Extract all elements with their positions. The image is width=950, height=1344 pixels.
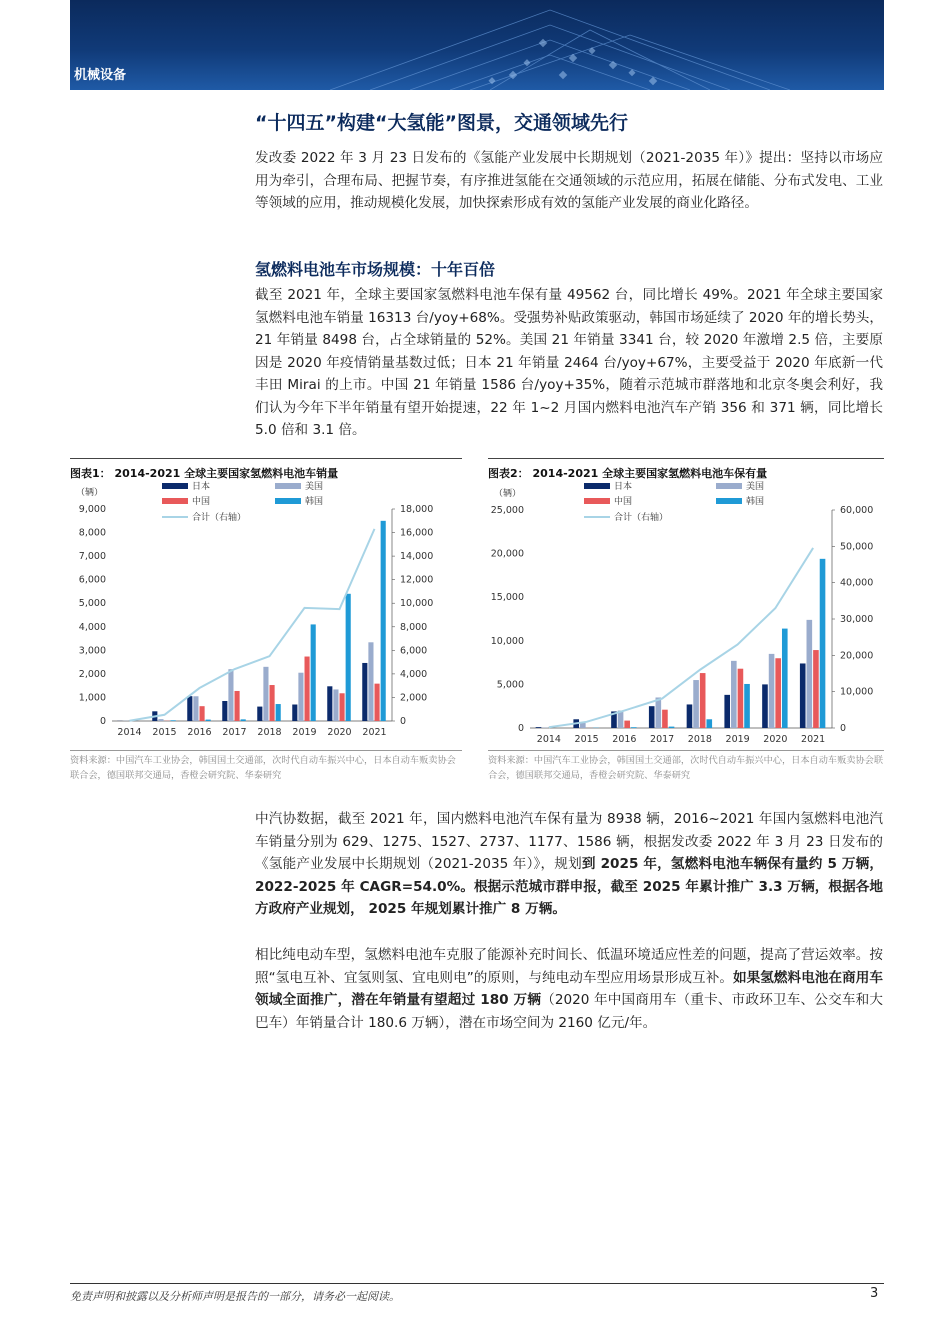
bar-韩国-2015 bbox=[171, 720, 176, 721]
bar-日本-2018 bbox=[257, 707, 262, 721]
bar-美国-2019 bbox=[298, 673, 303, 721]
legend-swatch-日本 bbox=[584, 483, 610, 489]
fig2-source: 资料来源：中国汽车工业协会，韩国国土交通部，次时代自动车振兴中心，日本自动车贩卖协会联合会，德国联邦交通局，香橙会研究院、华泰研究 bbox=[488, 755, 884, 781]
x-tick-label: 2020 bbox=[763, 734, 788, 745]
y2-tick-label: 2,000 bbox=[400, 692, 428, 704]
x-tick-label: 2019 bbox=[725, 734, 750, 745]
heading-main: “十四五”构建“大氢能”图景，交通领域先行 bbox=[255, 112, 628, 134]
bar-中国-2021 bbox=[375, 684, 380, 721]
fig2-chart bbox=[488, 480, 884, 748]
bar-日本-2020 bbox=[762, 684, 768, 728]
bar-中国-2016 bbox=[624, 721, 630, 728]
bar-韩国-2020 bbox=[346, 594, 351, 721]
fig2-top-rule bbox=[488, 458, 884, 459]
header-decoration bbox=[70, 0, 884, 90]
y2-tick-label: 30,000 bbox=[840, 614, 874, 625]
paragraph-china-data-highlight: 到 2025 年，氢燃料电池车辆保有量约 5 万辆，2022-2025 年 CAGR=54.0%。根据示范城市群申报，截至 2025 年累计推广 3.3 万辆，根据各地方政府产业规划， 2025 年规划累计推广 8 万辆。 bbox=[255, 856, 883, 917]
y2-tick-label: 12,000 bbox=[400, 574, 434, 586]
y-axis-unit: （辆） bbox=[76, 488, 104, 498]
y-tick-label: 0 bbox=[517, 723, 524, 734]
y-tick-label: 6,000 bbox=[78, 574, 106, 586]
bar-日本-2017 bbox=[222, 701, 227, 721]
footer-disclaimer: 免责声明和披露以及分析师声明是报告的一部分，请务必一起阅读。 bbox=[70, 1290, 400, 1303]
bar-美国-2017 bbox=[656, 697, 662, 728]
bar-日本-2018 bbox=[687, 704, 693, 728]
bar-美国-2020 bbox=[333, 689, 338, 721]
bar-韩国-2019 bbox=[311, 624, 316, 721]
bar-中国-2017 bbox=[235, 691, 240, 721]
bar-中国-2018 bbox=[700, 673, 706, 728]
paragraph-commercial-text2: （2020 年中国商用车（重卡、市政环卫车、公交车和大巴车）年销量合计 180.6 万辆），潜在市场空间为 2160 亿元/年。 bbox=[255, 992, 883, 1031]
y2-tick-label: 10,000 bbox=[840, 686, 874, 698]
footer-rule bbox=[70, 1283, 884, 1284]
y2-tick-label: 14,000 bbox=[400, 551, 434, 563]
x-tick-label: 2017 bbox=[222, 727, 247, 738]
page-header bbox=[70, 0, 884, 90]
y-tick-label: 4,000 bbox=[78, 621, 106, 633]
bar-美国-2020 bbox=[769, 654, 775, 728]
y-tick-label: 20,000 bbox=[490, 548, 524, 560]
fig1-chart bbox=[70, 480, 462, 748]
bar-日本-2017 bbox=[649, 706, 655, 728]
x-tick-label: 2014 bbox=[536, 734, 561, 745]
bar-韩国-2018 bbox=[276, 704, 281, 721]
bar-韩国-2021 bbox=[381, 521, 386, 721]
x-tick-label: 2020 bbox=[327, 727, 352, 738]
bar-日本-2019 bbox=[724, 695, 730, 728]
bar-日本-2020 bbox=[327, 686, 332, 721]
legend-label-日本: 日本 bbox=[192, 482, 211, 492]
paragraph-commercial-highlight: 如果氢燃料电池在商用车领域全面推广，潜在年销量有望超过 180 万辆 bbox=[255, 969, 883, 1008]
y-tick-label: 25,000 bbox=[490, 505, 524, 516]
bar-美国-2016 bbox=[193, 696, 198, 721]
y-tick-label: 8,000 bbox=[78, 527, 106, 539]
paragraph-china-data-text: 中汽协数据，截至 2021 年，国内燃料电池汽车保有量为 8938 辆，2016~2021 年国内氢燃料电池汽车销量分别为 629、1275、1527、2737、1177、1586 辆，根据发改委 2022 年 3 月 23 日发布的《氢能产业发展中长期规划（2021-2035 年）》，规划 bbox=[255, 811, 883, 872]
bar-美国-2018 bbox=[263, 667, 268, 721]
legend-label-中国: 中国 bbox=[614, 497, 633, 507]
section-label: 机械设备 bbox=[74, 68, 127, 83]
bar-中国-2020 bbox=[775, 658, 781, 728]
legend-swatch-中国 bbox=[584, 498, 610, 504]
fig1-bottom-rule bbox=[70, 750, 462, 751]
x-tick-label: 2015 bbox=[152, 727, 177, 738]
y2-tick-label: 0 bbox=[840, 723, 847, 734]
y-tick-label: 15,000 bbox=[490, 592, 524, 604]
bar-中国-2016 bbox=[200, 706, 205, 721]
bar-韩国-2017 bbox=[241, 719, 246, 721]
y-axis-unit: （辆） bbox=[494, 489, 522, 499]
y-tick-label: 1,000 bbox=[78, 692, 106, 704]
legend-label-total: 合计（右轴） bbox=[614, 513, 669, 523]
x-tick-label: 2016 bbox=[187, 727, 212, 738]
bar-美国-2015 bbox=[158, 719, 163, 721]
legend-label-韩国: 韩国 bbox=[746, 497, 765, 507]
bar-中国-2018 bbox=[270, 685, 275, 721]
fig2-title: 图表2： 2014-2021 全球主要国家氢燃料电池车保有量 bbox=[488, 467, 768, 480]
legend-swatch-韩国 bbox=[275, 498, 301, 504]
legend-label-美国: 美国 bbox=[746, 482, 765, 492]
bar-中国-2021 bbox=[813, 650, 819, 728]
fig1-top-rule bbox=[70, 458, 462, 459]
bar-日本-2019 bbox=[292, 705, 297, 721]
page-number: 3 bbox=[870, 1286, 879, 1301]
bar-日本-2016 bbox=[187, 696, 192, 721]
y-tick-label: 10,000 bbox=[490, 635, 524, 647]
bar-中国-2019 bbox=[305, 657, 310, 721]
bar-美国-2018 bbox=[693, 680, 699, 728]
bar-美国-2021 bbox=[368, 642, 373, 721]
bar-韩国-2016 bbox=[206, 720, 211, 721]
legend-label-total: 合计（右轴） bbox=[192, 513, 247, 523]
y2-tick-label: 10,000 bbox=[400, 598, 434, 610]
y2-tick-label: 20,000 bbox=[840, 650, 874, 662]
x-tick-label: 2021 bbox=[801, 734, 826, 745]
y2-tick-label: 50,000 bbox=[840, 541, 874, 553]
heading-market-size: 氢燃料电池车市场规模：十年百倍 bbox=[255, 260, 496, 279]
bar-日本-2021 bbox=[800, 663, 806, 728]
bar-韩国-2017 bbox=[669, 727, 675, 728]
legend-swatch-韩国 bbox=[716, 498, 742, 504]
x-tick-label: 2018 bbox=[687, 734, 712, 745]
bar-美国-2019 bbox=[731, 661, 737, 728]
legend-label-中国: 中国 bbox=[192, 497, 211, 507]
y-tick-label: 5,000 bbox=[78, 598, 106, 610]
y-tick-label: 2,000 bbox=[78, 668, 106, 680]
fig2-bottom-rule bbox=[488, 750, 884, 751]
y2-tick-label: 16,000 bbox=[400, 527, 434, 539]
x-tick-label: 2016 bbox=[612, 734, 637, 745]
x-tick-label: 2014 bbox=[117, 727, 142, 738]
bar-中国-2019 bbox=[738, 669, 744, 728]
bar-韩国-2018 bbox=[706, 719, 712, 728]
legend-label-日本: 日本 bbox=[614, 482, 633, 492]
paragraph-commercial bbox=[255, 944, 883, 1034]
paragraph-china-data bbox=[255, 808, 883, 921]
legend-label-韩国: 韩国 bbox=[305, 497, 324, 507]
y-tick-label: 7,000 bbox=[78, 551, 106, 563]
x-tick-label: 2019 bbox=[292, 727, 317, 738]
legend-swatch-美国 bbox=[275, 483, 301, 489]
bar-日本-2021 bbox=[362, 663, 367, 721]
y-tick-label: 5,000 bbox=[496, 679, 524, 691]
x-tick-label: 2021 bbox=[362, 727, 387, 738]
x-tick-label: 2018 bbox=[257, 727, 282, 738]
y-tick-label: 0 bbox=[99, 716, 106, 727]
bar-日本-2014 bbox=[536, 727, 542, 728]
y2-tick-label: 60,000 bbox=[840, 505, 874, 516]
x-tick-label: 2017 bbox=[650, 734, 675, 745]
bar-中国-2020 bbox=[340, 693, 345, 721]
bar-中国-2017 bbox=[662, 710, 668, 728]
bar-韩国-2019 bbox=[744, 684, 750, 728]
bar-美国-2017 bbox=[228, 669, 233, 721]
y2-tick-label: 6,000 bbox=[400, 645, 428, 657]
paragraph-commercial-text1: 相比纯电动车型，氢燃料电池车克服了能源补充时间长、低温环境适应性差的问题，提高了营运效率。按照“氢电互补、宜氢则氢、宜电则电”的原则，与纯电动车型应用场景形成互补。 bbox=[255, 947, 883, 986]
bar-美国-2021 bbox=[807, 620, 813, 728]
legend-label-美国: 美国 bbox=[305, 482, 324, 492]
y2-tick-label: 40,000 bbox=[840, 577, 874, 589]
legend-swatch-日本 bbox=[162, 483, 188, 489]
y2-tick-label: 0 bbox=[400, 716, 407, 727]
y-tick-label: 3,000 bbox=[78, 645, 106, 657]
paragraph-policy: 发改委 2022 年 3 月 23 日发布的《氢能产业发展中长期规划（2021-2035 年）》提出：坚持以市场应用为牵引，合理布局、把握节奏，有序推进氢能在交通领域的示范应用，拓展在储能、分布式发电、工业等领域的应用，推动规模化发展，加快探索形成有效的氢能产业发展的商业化路径。 bbox=[255, 150, 883, 211]
legend-swatch-中国 bbox=[162, 498, 188, 504]
fig1-source: 资料来源：中国汽车工业协会，韩国国土交通部，次时代自动车振兴中心，日本自动车贩卖协会联合会，德国联邦交通局，香橙会研究院、华泰研究 bbox=[70, 755, 456, 781]
legend-swatch-美国 bbox=[716, 483, 742, 489]
bar-韩国-2020 bbox=[782, 629, 788, 728]
y2-tick-label: 4,000 bbox=[400, 668, 428, 680]
y2-tick-label: 18,000 bbox=[400, 504, 434, 515]
y-tick-label: 9,000 bbox=[78, 504, 106, 515]
y2-tick-label: 8,000 bbox=[400, 621, 428, 633]
paragraph-market: 截至 2021 年，全球主要国家氢燃料电池车保有量 49562 台，同比增长 49%。2021 年全球主要国家氢燃料电池车销量 16313 台/yoy+68%。受强势补贴政策驱动，韩国市场延续了 2020 年的增长势头，21 年销量 8498 台，占全球销量的 52%。美国 21 年销量 3341 台，较 2020 年激增 2.5 倍，主要原因是 2020 年疫情销量基数过低；日本 21 年销量 2464 台/yoy+67%，主要受益于 2020 年底新一代丰田 Mirai 的上市。中国 21 年销量 1586 台/yoy+35%，随着示范城市群落地和北京冬奥会利好，我们认为今年下半年销量有望开始提速，22 年 1~2 月国内燃料电池汽车产销 356 和 371 辆，同比增长 5.0 倍和 3.1 倍。 bbox=[255, 287, 883, 438]
fig1-title: 图表1： 2014-2021 全球主要国家氢燃料电池车销量 bbox=[70, 467, 339, 480]
bar-韩国-2021 bbox=[820, 559, 826, 728]
x-tick-label: 2015 bbox=[574, 734, 599, 745]
bar-韩国-2016 bbox=[631, 727, 637, 728]
